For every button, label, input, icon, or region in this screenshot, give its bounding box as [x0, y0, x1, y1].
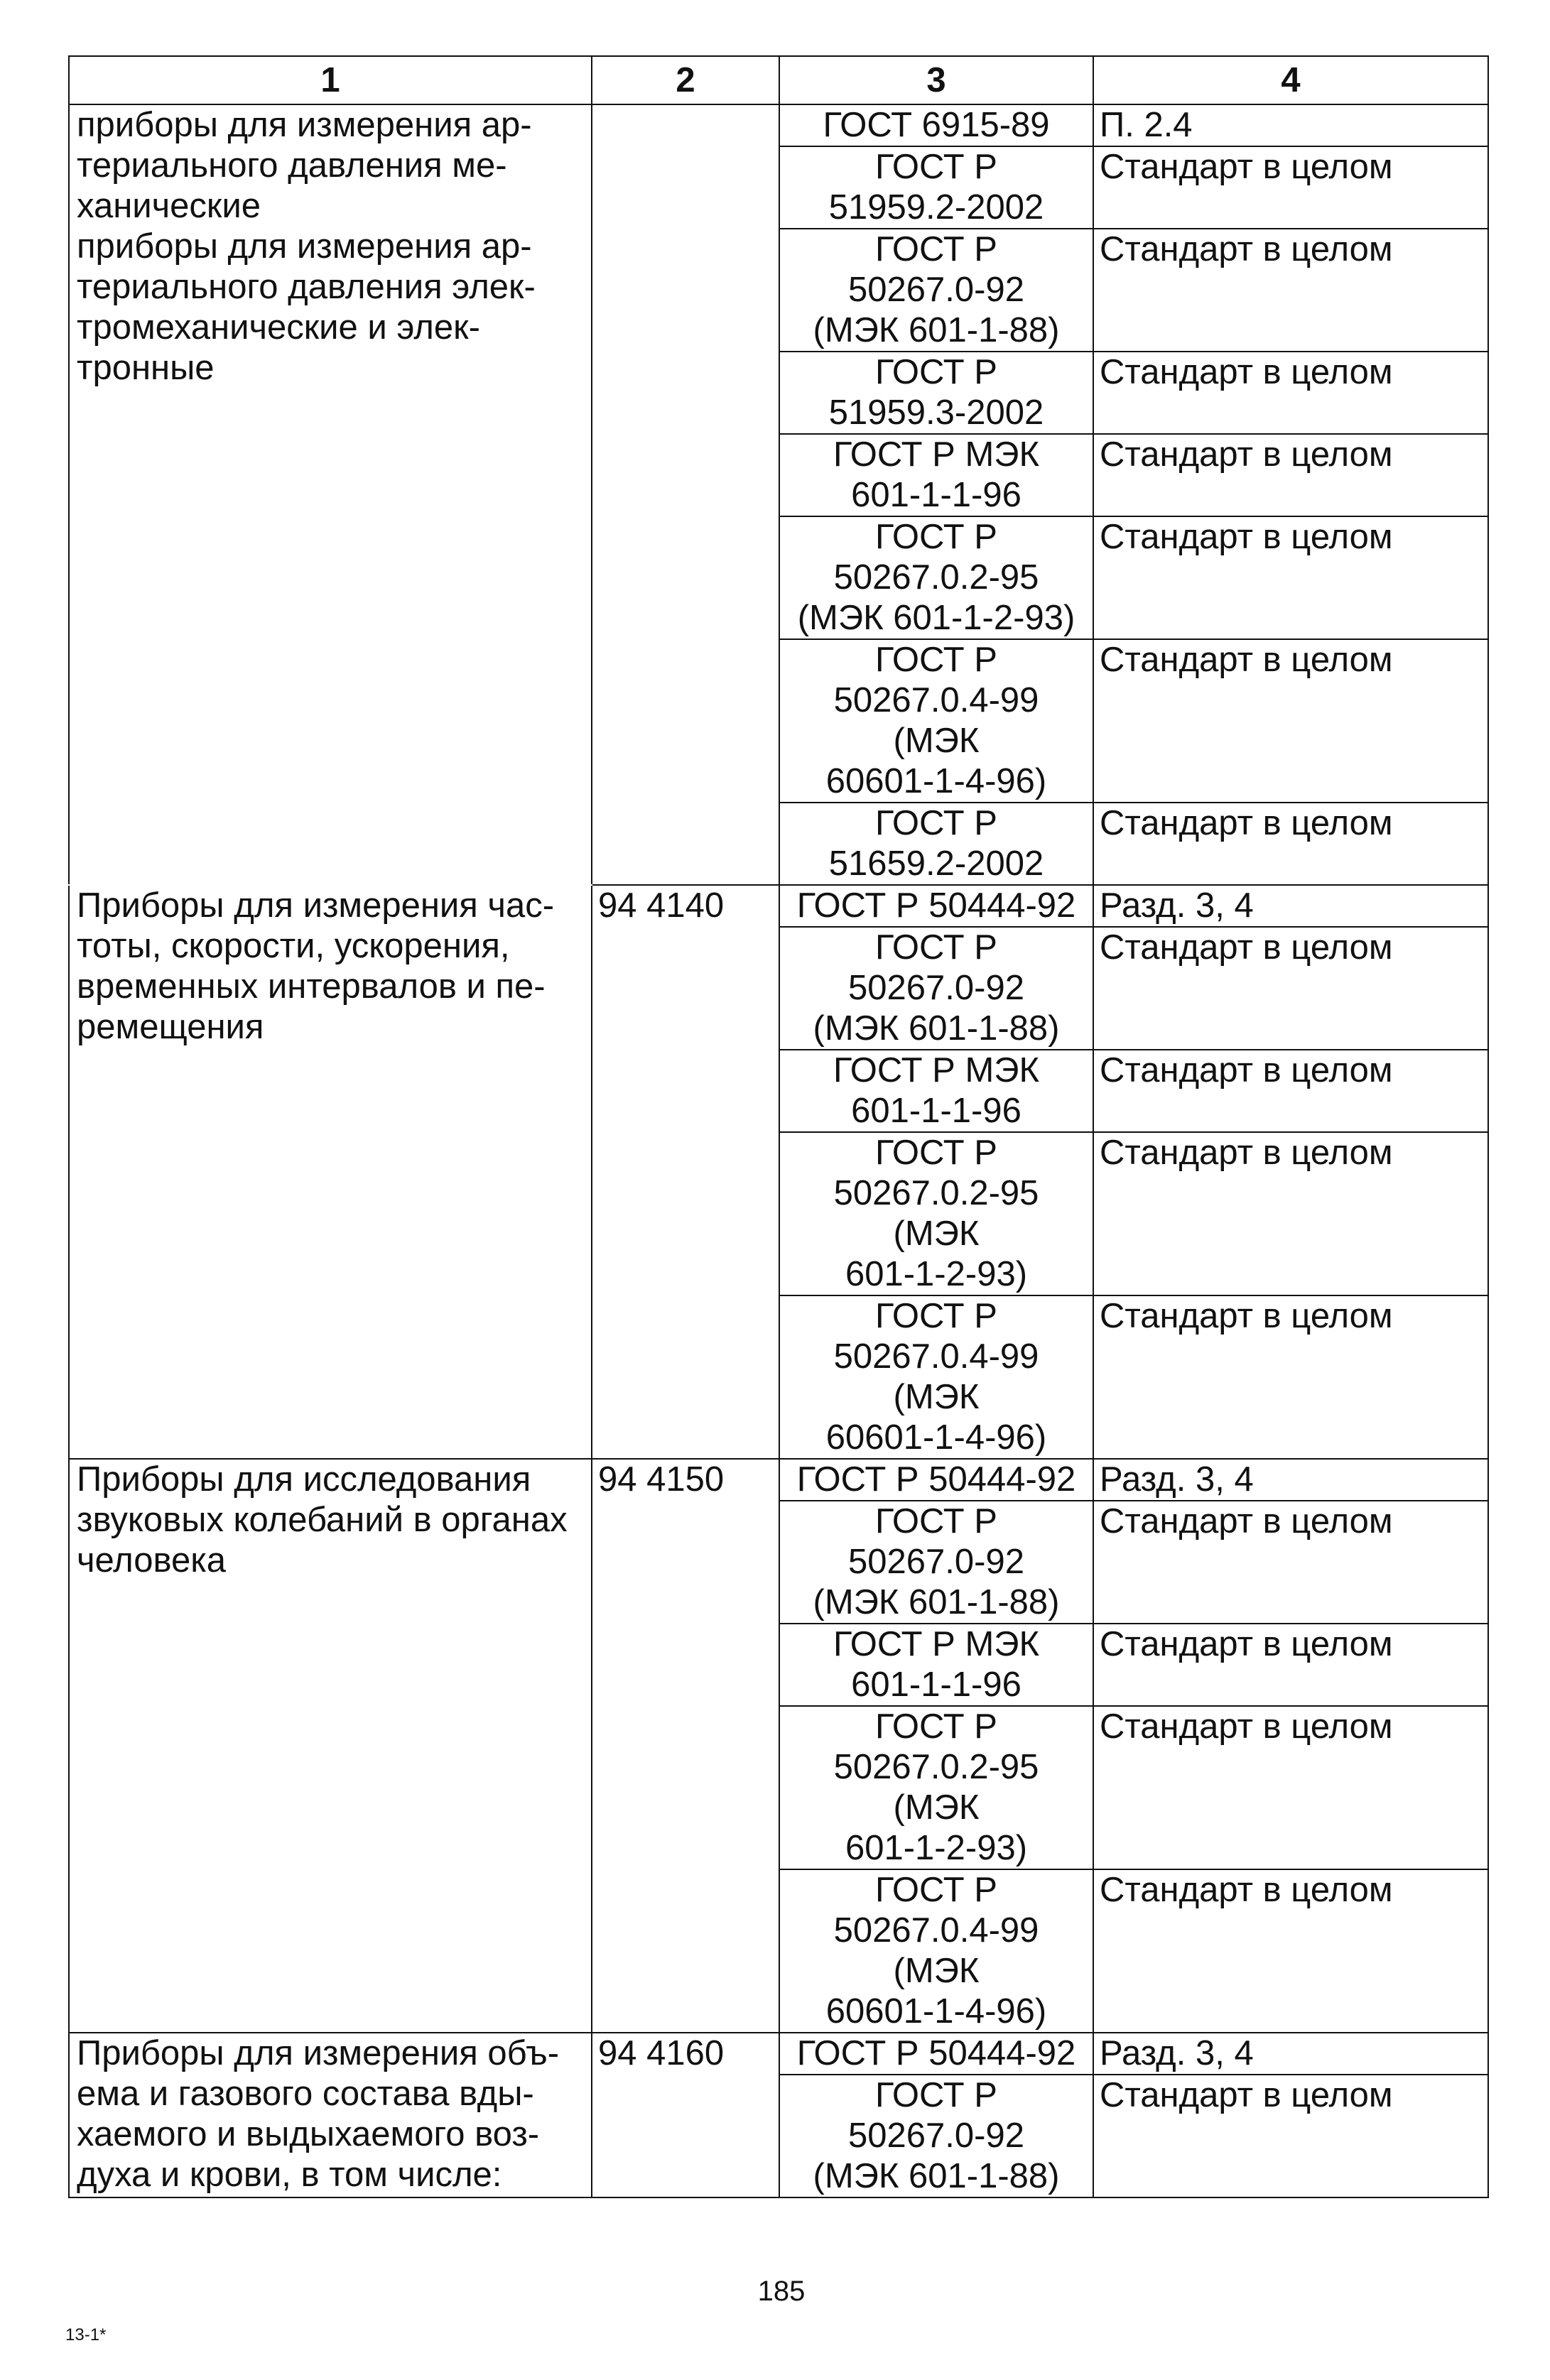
- applicable-scope-cell: Разд. 3, 4: [1093, 2033, 1488, 2075]
- standard-designation-cell: ГОСТ Р МЭК 601-1-1-96: [779, 1624, 1093, 1706]
- column-header-2: 2: [592, 56, 779, 104]
- standard-designation-cell: ГОСТ Р 50267.0-92 (МЭК 601-1-88): [779, 229, 1093, 352]
- applicable-scope-cell: Стандарт в целом: [1093, 434, 1488, 516]
- device-name-cell: приборы для измерения ар- териального давления ме- ханические приборы для измерения ар- териального давления элек- тромеханические и элек- тронные: [69, 104, 592, 885]
- applicable-scope-cell: Стандарт в целом: [1093, 1132, 1488, 1295]
- applicable-scope-cell: Стандарт в целом: [1093, 146, 1488, 229]
- applicable-scope-cell: Стандарт в целом: [1093, 1869, 1488, 2033]
- applicable-scope-cell: Стандарт в целом: [1093, 803, 1488, 885]
- applicable-scope-cell: Стандарт в целом: [1093, 1624, 1488, 1706]
- standard-designation-cell: ГОСТ Р 50444-92: [779, 1459, 1093, 1501]
- standards-table: [68, 55, 1489, 2198]
- applicable-scope-cell: Стандарт в целом: [1093, 1501, 1488, 1624]
- standard-designation-cell: ГОСТ Р 50267.0.2-95 (МЭК 601-1-2-93): [779, 1132, 1093, 1295]
- applicable-scope-cell: Стандарт в целом: [1093, 516, 1488, 639]
- table-row: [69, 885, 1488, 927]
- okp-code-cell: 94 4150: [592, 1459, 779, 2033]
- standard-designation-cell: ГОСТ Р МЭК 601-1-1-96: [779, 1050, 1093, 1132]
- standard-designation-cell: ГОСТ Р 50267.0.4-99 (МЭК 60601-1-4-96): [779, 1295, 1093, 1459]
- applicable-scope-cell: Стандарт в целом: [1093, 352, 1488, 434]
- device-name-cell: Приборы для измерения объ- ема и газового состава вды- хаемого и выдыхаемого воз- духа и крови, в том числе:: [69, 2033, 592, 2197]
- table-row: [69, 2033, 1488, 2075]
- standard-designation-cell: ГОСТ Р 50267.0-92 (МЭК 601-1-88): [779, 1501, 1093, 1624]
- table-body: [69, 104, 1488, 2197]
- standard-designation-cell: ГОСТ Р 51659.2-2002: [779, 803, 1093, 885]
- column-header-1: 1: [69, 56, 592, 104]
- table-row: [69, 1459, 1488, 1501]
- standard-designation-cell: ГОСТ Р 50444-92: [779, 2033, 1093, 2075]
- okp-code-cell: 94 4140: [592, 885, 779, 1459]
- standard-designation-cell: ГОСТ Р 51959.3-2002: [779, 352, 1093, 434]
- device-name-cell: Приборы для измерения час- тоты, скорости, ускорения, временных интервалов и пе- ремещения: [69, 885, 592, 1459]
- standard-designation-cell: ГОСТ Р 51959.2-2002: [779, 146, 1093, 229]
- applicable-scope-cell: Стандарт в целом: [1093, 927, 1488, 1050]
- applicable-scope-cell: П. 2.4: [1093, 104, 1488, 146]
- page-number: 185: [757, 2276, 806, 2307]
- applicable-scope-cell: Стандарт в целом: [1093, 1295, 1488, 1459]
- standard-designation-cell: ГОСТ Р 50267.0.2-95 (МЭК 601-1-2-93): [779, 1706, 1093, 1869]
- standard-designation-cell: ГОСТ 6915-89: [779, 104, 1093, 146]
- sheet-mark: 13-1*: [65, 2325, 107, 2344]
- table-row: [69, 104, 1488, 146]
- standard-designation-cell: ГОСТ Р 50267.0-92 (МЭК 601-1-88): [779, 2075, 1093, 2197]
- column-header-3: 3: [779, 56, 1093, 104]
- applicable-scope-cell: Стандарт в целом: [1093, 639, 1488, 803]
- standard-designation-cell: ГОСТ Р 50267.0.4-99 (МЭК 60601-1-4-96): [779, 639, 1093, 803]
- applicable-scope-cell: Разд. 3, 4: [1093, 885, 1488, 927]
- okp-code-cell: [592, 104, 779, 885]
- standard-designation-cell: ГОСТ Р 50267.0.2-95 (МЭК 601-1-2-93): [779, 516, 1093, 639]
- standard-designation-cell: ГОСТ Р 50267.0-92 (МЭК 601-1-88): [779, 927, 1093, 1050]
- standard-designation-cell: ГОСТ Р 50267.0.4-99 (МЭК 60601-1-4-96): [779, 1869, 1093, 2033]
- applicable-scope-cell: Стандарт в целом: [1093, 2075, 1488, 2197]
- standard-designation-cell: ГОСТ Р МЭК 601-1-1-96: [779, 434, 1093, 516]
- okp-code-cell: 94 4160: [592, 2033, 779, 2197]
- column-number-row: [69, 56, 1488, 104]
- applicable-scope-cell: Стандарт в целом: [1093, 1050, 1488, 1132]
- device-name-cell: Приборы для исследования звуковых колебаний в органах человека: [69, 1459, 592, 2033]
- standard-designation-cell: ГОСТ Р 50444-92: [779, 885, 1093, 927]
- applicable-scope-cell: Разд. 3, 4: [1093, 1459, 1488, 1501]
- applicable-scope-cell: Стандарт в целом: [1093, 229, 1488, 352]
- applicable-scope-cell: Стандарт в целом: [1093, 1706, 1488, 1869]
- column-header-4: 4: [1093, 56, 1488, 104]
